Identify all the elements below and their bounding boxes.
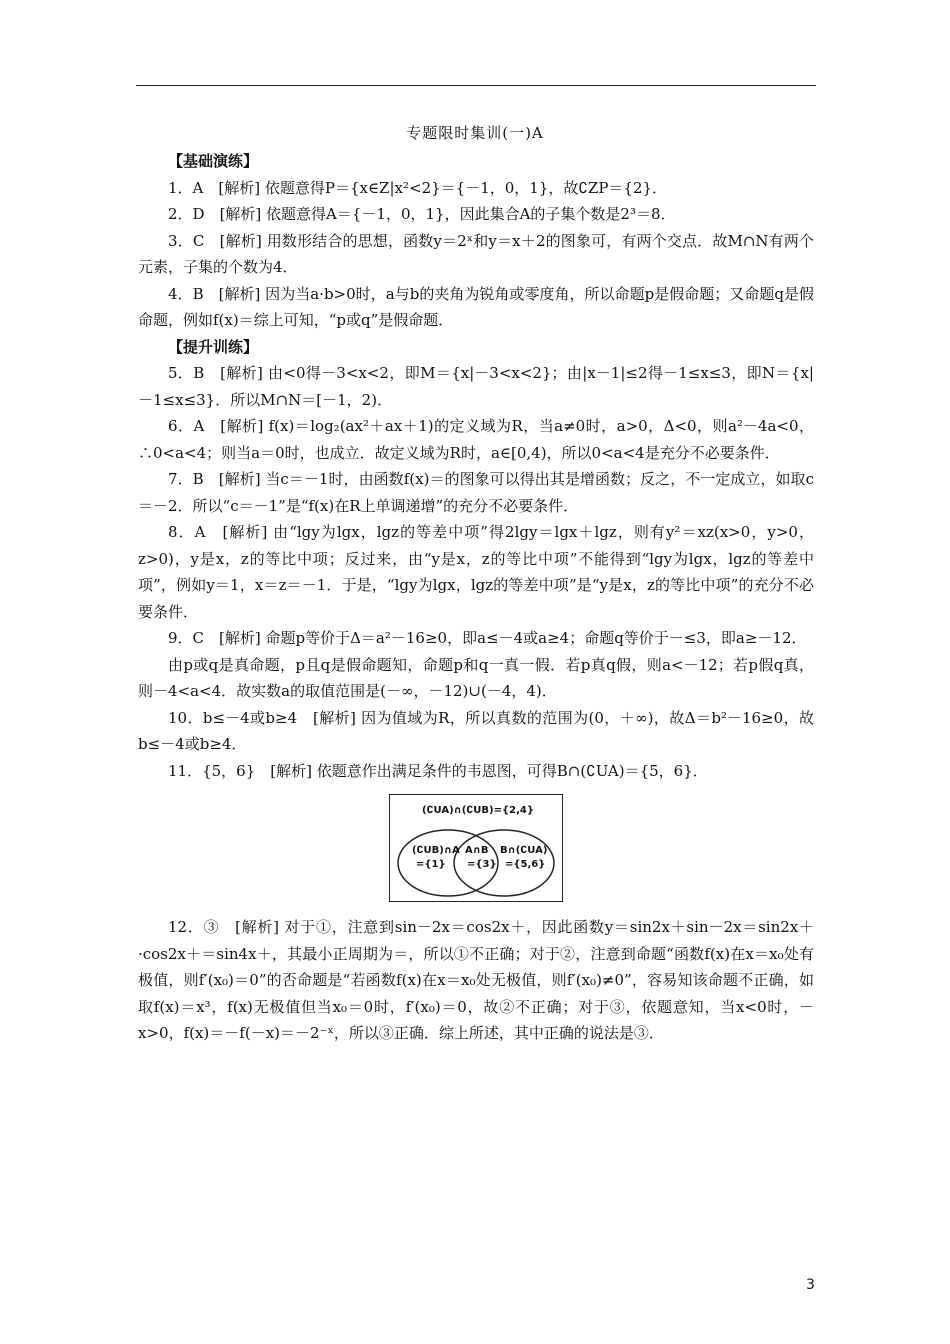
venn-label-left-1: (∁UB)∩A <box>412 845 460 856</box>
answer-6: 6．A [解析] f(x)＝log₂(ax²＋ax＋1)的定义域为R，当a≠0时，a>0，Δ<0，则a²－4a<0，∴0<a<4；则当a＝0时，也成立．故定义域为R时，a∈[0,4)，所以0<a<4是充分不必要条件． <box>138 417 814 462</box>
page-number: 3 <box>806 1277 815 1293</box>
venn-diagram <box>389 794 563 902</box>
answer-5: 5．B [解析] 由<0得－3<x<2，即M＝{x|－3<x<2}；由|x－1|≤2得－1≤x≤3，即N＝{x|－1≤x≤3}．所以M∩N＝[－1，2)． <box>138 364 814 409</box>
answer-8: 8．A [解析] 由“lgy为lgx，lgz的等差中项”得2lgy＝lgx＋lgz，则有y²＝xz(x>0，y>0，z>0)，y是x，z的等比中项；反过来，由“y是x，z的等比中项”不能得到“lgy为lgx，lgz的等差中项”，例如y＝1，x＝z＝－1．于是，“lgy为lgx，lgz的等差中项”是“y是x，z的等比中项”的充分不必要条件． <box>138 523 814 621</box>
venn-label-right-1: B∩(∁UA) <box>500 845 548 856</box>
answer-7: 7．B [解析] 当c＝－1时，由函数f(x)＝的图象可以得出其是增函数；反之，不一定成立，如取c＝－2．所以“c＝－1”是“f(x)在R上单调递增”的充分不必要条件． <box>138 470 814 515</box>
section-heading-advanced: 【提升训练】 <box>168 337 259 356</box>
venn-label-middle-2: ={3} <box>467 859 497 870</box>
answer-3: 3．C [解析] 用数形结合的思想，函数y＝2ˣ和y＝x＋2的图象可，有两个交点．故M∩N有两个元素，子集的个数为4． <box>138 231 814 276</box>
venn-label-left-2: ={1} <box>416 859 446 870</box>
answer-12: 12．③ [解析] 对于①，注意到sin－2x＝cos2x＋，因此函数y＝sin2x＋sin－2x＝sin2x＋·cos2x＋＝sin4x＋，其最小正周期为＝，所以①不正确；对于②，注意到命题“函数f(x)在x＝x₀处有极值，则f′(x₀)＝0”的否命题是“若函数f(x)在x＝x₀处无极值，则f′(x₀)≠0”，容易知该命题不正确，如取f(x)＝x³，f(x)无极值但当x₀＝0时，f′(x₀)＝0，故②不正确；对于③，依题意知，当x<0时，－x>0，f(x)＝－f(－x)＝－2⁻ˣ，所以③正确．综上所述，其中正确的说法是③． <box>138 918 814 1042</box>
section-heading-basic: 【基础演练】 <box>168 152 259 170</box>
venn-label-middle-1: A∩B <box>465 845 489 856</box>
answer-11: 11．{5，6} [解析] 依题意作出满足条件的韦恩图，可得B∩(∁UA)＝{5，6}． <box>168 761 708 780</box>
header-rule <box>136 85 816 86</box>
answer-9: 9．C [解析] 命题p等价于Δ＝a²－16≥0，即a≤－4或a≥4；命题q等价于－≤3，即a≥－12． <box>168 629 807 647</box>
venn-label-right-2: ={5,6} <box>505 859 546 870</box>
answer-10: 10．b≤－4或b≥4 [解析] 因为值域为R，所以真数的范围为(0，＋∞)，故Δ＝b²－16≥0，故b≤－4或b≥4． <box>138 708 814 753</box>
answer-1: 1．A [解析] 依题意得P＝{x∈Z|x²<2}＝{－1，0，1}，故∁ZP＝{2}． <box>168 178 668 197</box>
venn-label-outside: (∁UA)∩(∁UB)={2,4} <box>422 805 534 816</box>
venn-figure <box>138 794 814 902</box>
answer-9-continued: 由p或q是真命题，p且q是假命题知，命题p和q一真一假．若p真q假，则a<－12；若p假q真，则－4<a<4．故实数a的取值范围是(－∞，－12)∪(－4，4)． <box>138 655 814 700</box>
document-body <box>138 148 814 1047</box>
answer-4: 4．B [解析] 因为当a·b>0时，a与b的夹角为锐角或零度角，所以命题p是假命题；又命题q是假命题，例如f(x)＝综上可知，“p或q”是假命题． <box>138 284 814 329</box>
answer-2: 2．D [解析] 依题意得A＝{－1，0，1}，因此集合A的子集个数是2³＝8． <box>168 205 676 223</box>
page-title: 专题限时集训(一)A <box>406 124 544 142</box>
